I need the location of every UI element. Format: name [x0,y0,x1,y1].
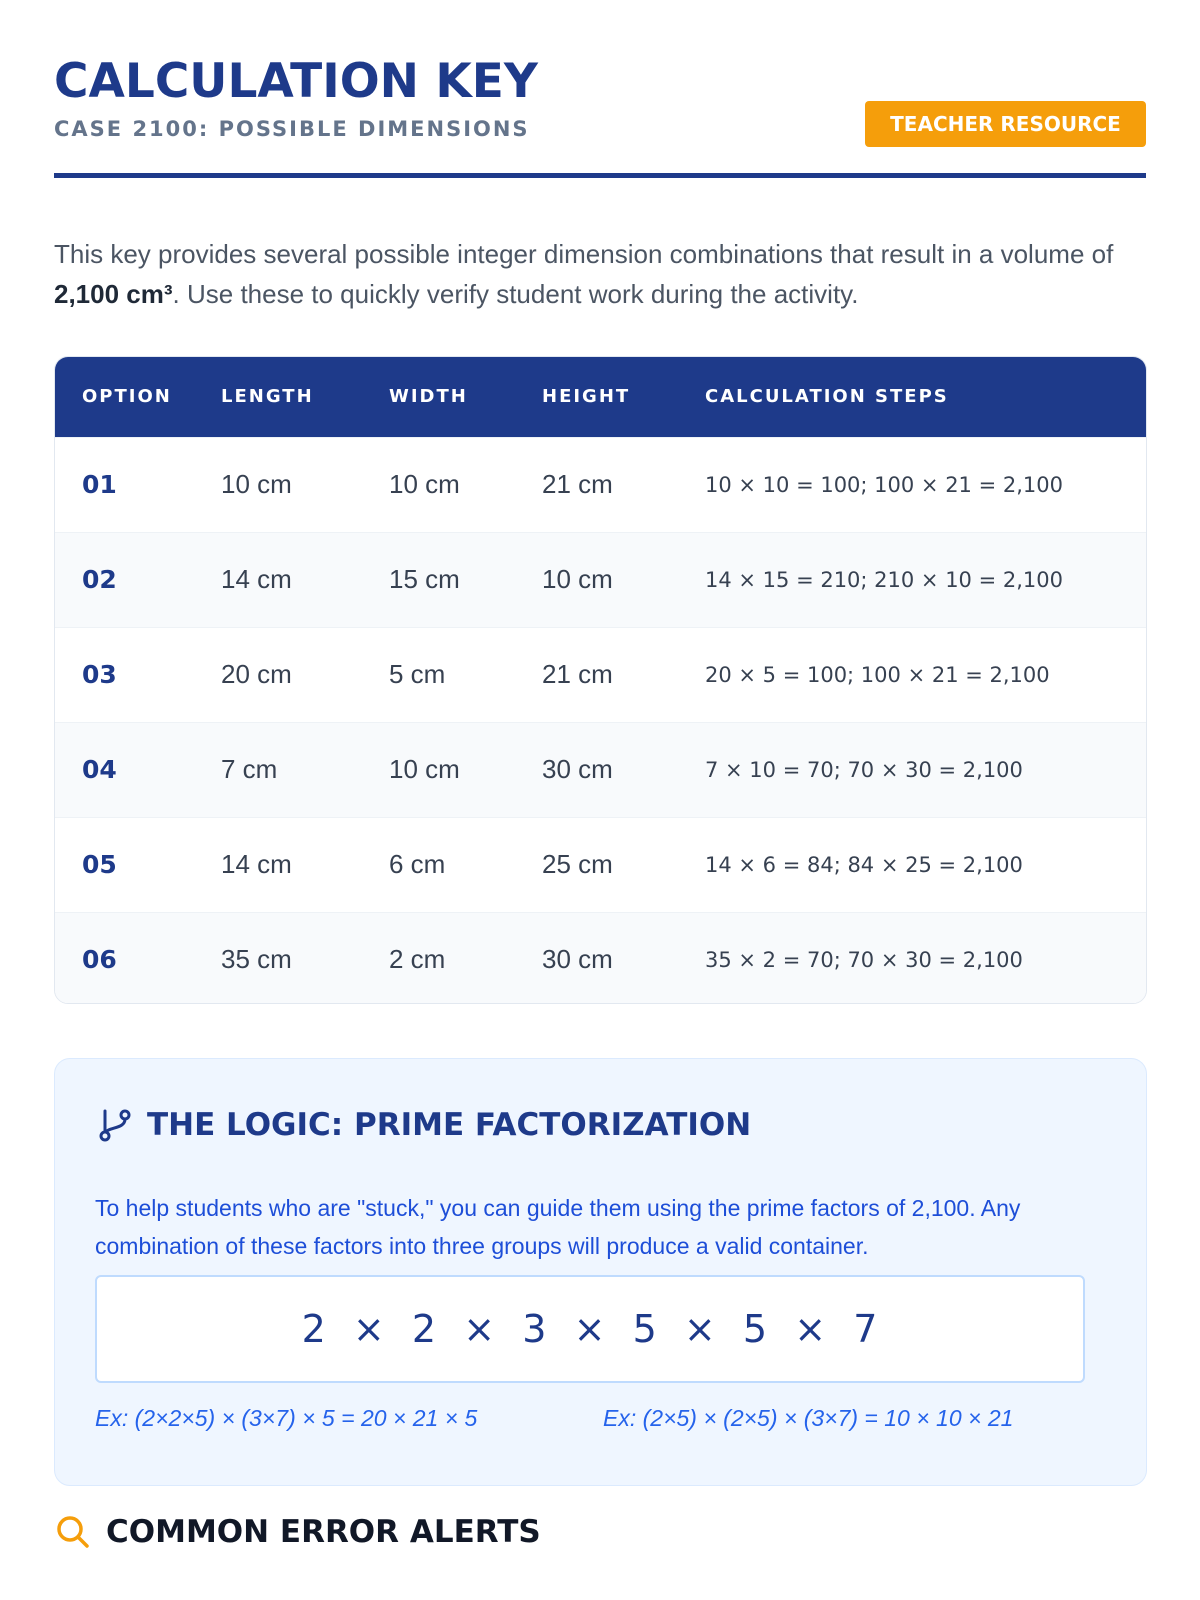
logic-heading [95,1105,751,1145]
table-row [55,817,1146,912]
factorization-box [95,1275,1085,1383]
height-cell: 30 cm [542,754,613,784]
height-cell: 21 cm [542,659,613,689]
intro-paragraph [54,234,1146,314]
teacher-resource-badge: TEACHER RESOURCE [865,101,1146,147]
intro-text-after: . Use these to quickly verify student work during the activity. [172,279,859,309]
steps-cell: 10 × 10 = 100; 100 × 21 = 2,100 [705,472,1063,497]
width-cell: 6 cm [389,849,446,879]
option-cell: 05 [82,850,117,879]
page-subtitle: CASE 2100: POSSIBLE DIMENSIONS [54,117,530,141]
column-header-width: WIDTH [389,386,468,408]
page-title: CALCULATION KEY [54,54,538,109]
branch-icon [95,1105,135,1145]
header [54,0,1146,178]
table-header-row [55,357,1146,437]
length-cell: 10 cm [221,469,292,499]
length-cell: 14 cm [221,564,292,594]
steps-cell: 14 × 15 = 210; 210 × 10 = 2,100 [705,567,1063,592]
example-1: Ex: (2×2×5) × (3×7) × 5 = 20 × 21 × 5 [95,1405,478,1431]
length-cell: 35 cm [221,944,292,975]
width-cell: 2 cm [389,944,446,975]
option-cell: 02 [82,565,117,594]
width-cell: 10 cm [389,469,460,499]
column-header-option: OPTION [82,386,172,408]
table-row [55,912,1146,1004]
dimensions-table [54,356,1147,1004]
intro-text-before: This key provides several possible integer dimension combinations that result in a volume of [54,239,1114,269]
column-header-steps: CALCULATION STEPS [705,386,949,408]
search-icon [54,1513,92,1551]
alerts-title: COMMON ERROR ALERTS [106,1514,541,1550]
table-row [55,722,1146,817]
option-cell: 06 [82,945,117,975]
option-cell: 01 [82,470,117,499]
length-cell: 14 cm [221,849,292,879]
logic-panel [54,1058,1147,1486]
steps-cell: 35 × 2 = 70; 70 × 30 = 2,100 [705,947,1023,972]
length-cell: 20 cm [221,659,292,689]
table-row [55,532,1146,627]
option-cell: 04 [82,755,117,784]
table-row [55,437,1146,532]
column-header-height: HEIGHT [542,386,631,408]
steps-cell: 7 × 10 = 70; 70 × 30 = 2,100 [705,757,1023,782]
width-cell: 15 cm [389,564,460,594]
width-cell: 5 cm [389,659,446,689]
length-cell: 7 cm [221,754,278,784]
height-cell: 21 cm [542,469,613,499]
intro-volume: 2,100 cm³ [54,279,173,309]
height-cell: 30 cm [542,944,613,975]
logic-description: To help students who are "stuck," you can guide them using the prime factors of 2,100. Any combination of these factors into three groups will produce a valid container. [95,1195,1021,1259]
width-cell: 10 cm [389,754,460,784]
logic-title: THE LOGIC: PRIME FACTORIZATION [147,1107,752,1143]
prime-factorization: 2 × 2 × 3 × 5 × 5 × 7 [301,1307,879,1351]
column-header-length: LENGTH [221,386,314,408]
steps-cell: 20 × 5 = 100; 100 × 21 = 2,100 [705,662,1050,687]
height-cell: 10 cm [542,564,613,594]
height-cell: 25 cm [542,849,613,879]
option-cell: 03 [82,660,117,689]
steps-cell: 14 × 6 = 84; 84 × 25 = 2,100 [705,852,1023,877]
example-2: Ex: (2×5) × (2×5) × (3×7) = 10 × 10 × 21 [603,1405,1014,1431]
table-row [55,627,1146,722]
common-error-alerts-heading [54,1510,541,1554]
